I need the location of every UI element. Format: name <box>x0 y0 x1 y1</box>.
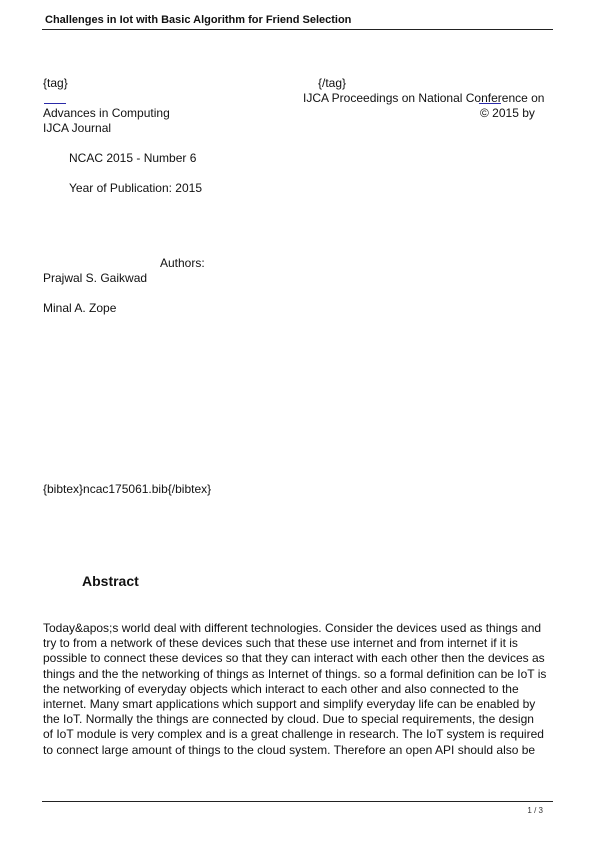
abstract-heading: Abstract <box>82 573 139 589</box>
bibtex-reference: {bibtex}ncac175061.bib{/bibtex} <box>43 482 212 496</box>
publication-year: Year of Publication: 2015 <box>69 181 202 195</box>
tag-close: {/tag} <box>318 76 347 90</box>
issue-number: NCAC 2015 - Number 6 <box>69 151 197 165</box>
abstract-body <box>43 621 554 758</box>
abstract-line: possible to connect these devices so that they can interact with each other then the devices as <box>43 651 545 666</box>
publication-line-2: Advances in Computing <box>43 106 170 120</box>
publication-line-3: IJCA Journal <box>43 121 112 135</box>
page-number: 1 / 3 <box>527 806 543 815</box>
abstract-line: things and the the networking of things as Internet of things. so a formal definition can be IoT is <box>43 666 547 681</box>
abstract-line: of IoT module is very complex and is a great challenge in research. The IoT system is required <box>43 727 544 742</box>
abstract-line: the networking of everyday objects which interact to each other and also connected to the <box>43 681 519 696</box>
abstract-line: Today&apos;s world deal with different technologies. Consider the devices used as things and <box>43 621 542 635</box>
abstract-line: to connect large amount of things to the cloud system. Therefore an open API should also be <box>43 742 536 757</box>
abstract-line: try to from a network of these devices such that these use internet and from internet if it is <box>43 636 518 651</box>
footer-divider <box>42 801 553 802</box>
author-name: Prajwal S. Gaikwad <box>43 271 148 285</box>
copyright: © 2015 by <box>480 106 535 120</box>
link-underline[interactable] <box>44 103 66 104</box>
tag-open: {tag} <box>43 76 68 90</box>
publication-line-1: IJCA Proceedings on National Conference on <box>303 91 545 105</box>
header-title: Challenges in Iot with Basic Algorithm for Friend Selection <box>45 14 352 26</box>
author-name: Minal A. Zope <box>43 301 117 315</box>
abstract-line: the IoT. Normally the things are connected by cloud. Due to special requirements, the design <box>43 712 534 727</box>
authors-label: Authors: <box>160 256 205 270</box>
abstract-line: internet. Many smart applications which support and simplify everyday life can be enabled by <box>43 697 536 712</box>
header-divider <box>42 29 553 30</box>
